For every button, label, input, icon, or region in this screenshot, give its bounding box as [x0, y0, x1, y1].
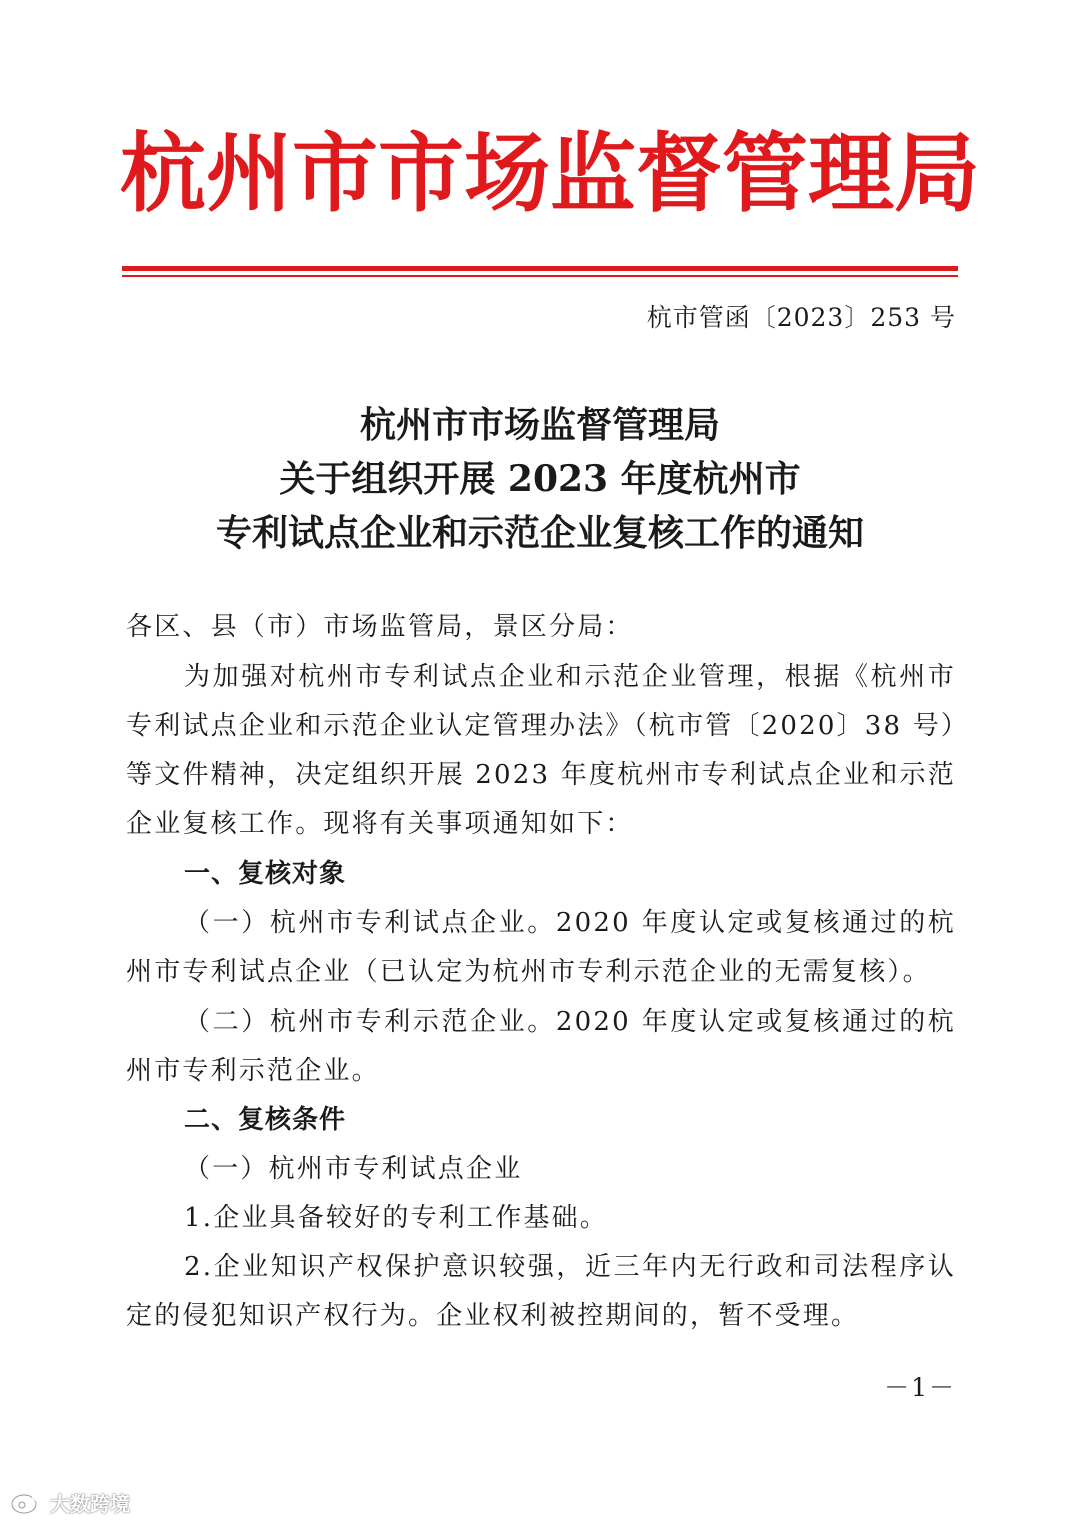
org-header-char: 理 — [808, 123, 894, 224]
org-header-char: 市 — [378, 123, 464, 224]
section1-item2-line: （二）杭州市专利示范企业。2020 年度认定或复核通过的杭 — [184, 1007, 956, 1037]
condition-2-line: 2.企业知识产权保护意识较强，近三年内无行政和司法程序认 — [184, 1252, 956, 1282]
intro-line: 为加强对杭州市专利试点企业和示范企业管理，根据《杭州市 — [184, 662, 956, 692]
section2-sub-heading: （一）杭州市专利试点企业 — [184, 1154, 523, 1184]
intro-line: 等文件精神，决定组织开展 2023 年度杭州市专利试点企业和示范 — [126, 760, 956, 790]
weibo-icon — [10, 1489, 44, 1515]
document-number: 杭市管函〔2023〕253 号 — [646, 303, 956, 332]
org-header-char: 督 — [636, 123, 722, 224]
section1-item1-line: （一）杭州市专利试点企业。2020 年度认定或复核通过的杭 — [184, 908, 956, 938]
section1-item1-line: 州市专利试点企业（已认定为杭州市专利示范企业的无需复核）。 — [126, 957, 931, 987]
header-divider — [122, 266, 958, 271]
section-heading-2: 二、复核条件 — [184, 1105, 347, 1135]
intro-line: 专利试点企业和示范企业认定管理办法》（杭市管〔2020〕38 号） — [126, 711, 970, 741]
section1-item2-line: 州市专利示范企业。 — [126, 1056, 380, 1086]
salutation: 各区、县（市）市场监管局，景区分局： — [126, 612, 634, 642]
intro-line: 企业复核工作。现将有关事项通知如下： — [126, 809, 634, 839]
org-header-char: 州 — [206, 123, 292, 224]
title-line-3: 专利试点企业和示范企业复核工作的通知 — [215, 512, 864, 554]
document-title — [120, 398, 960, 560]
title-line-1: 杭州市市场监督管理局 — [359, 404, 720, 446]
org-header-char: 场 — [464, 123, 550, 224]
title-line-2: 关于组织开展 2023 年度杭州市 — [279, 458, 801, 500]
watermark-text: 大数跨境 — [50, 1491, 130, 1516]
section-heading-1: 一、复核对象 — [184, 859, 347, 889]
condition-2-line: 定的侵犯知识产权行为。企业权利被控期间的，暂不受理。 — [126, 1301, 860, 1331]
org-header-char: 监 — [550, 123, 636, 224]
condition-1: 1.企业具备较好的专利工作基础。 — [184, 1203, 609, 1233]
page-number: －1－ — [884, 1373, 956, 1402]
org-header — [120, 123, 980, 224]
watermark — [10, 1487, 130, 1517]
header-divider-thin — [122, 275, 958, 277]
org-header-char: 市 — [292, 123, 378, 224]
org-header-char: 杭 — [120, 123, 206, 224]
org-header-char: 管 — [722, 123, 808, 224]
org-header-char: 局 — [894, 123, 980, 224]
